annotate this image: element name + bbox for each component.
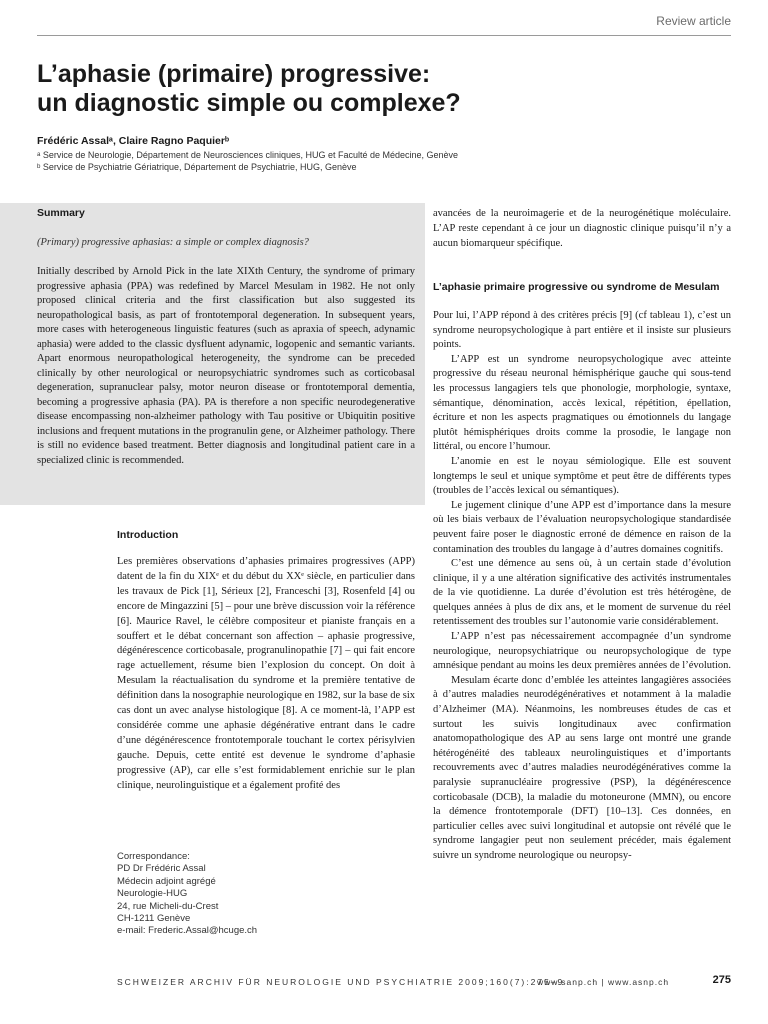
paragraph: Pour lui, l’APP répond à des critères précis [9] (cf tableau 1), c’est un syndrome neuropsychologique à part entière et il insiste sur plusieurs points. bbox=[433, 310, 731, 351]
affiliation-b: ᵇ Service de Psychiatrie Gériatrique, Département de Psychiatrie, HUG, Genève bbox=[37, 162, 357, 172]
article-title-line-2: un diagnostic simple ou complexe? bbox=[37, 89, 461, 117]
correspondence-line: Médecin adjoint agrégé bbox=[117, 875, 216, 887]
correspondence-line: Neurologie-HUG bbox=[117, 888, 188, 900]
correspondence-line: PD Dr Frédéric Assal bbox=[117, 863, 206, 875]
introduction-heading: Introduction bbox=[117, 529, 179, 541]
summary-subtitle: (Primary) progressive aphasias: a simple or complex diagnosis? bbox=[37, 237, 309, 248]
page-number: 275 bbox=[712, 974, 731, 986]
affiliation-a: ᵃ Service de Neurologie, Département de Neurosciences cliniques, HUG et Faculté de Médecine, Genève bbox=[37, 150, 459, 160]
paragraph: C’est une démence au sens où, à un certain stade d’évolution clinique, il y a une altération significative des activités instrumentales de la vie quotidienne. La durée d’évolution est très hétérogène, de quelques années à plus de dix ans, et le moment de survenue du réel retentissement des troubles sur l’autonomie varie considérablement. bbox=[433, 558, 731, 628]
article-type-label: Review article bbox=[656, 14, 731, 28]
correspondence-line: Correspondance: bbox=[117, 851, 190, 862]
paragraph: L’APP n’est pas nécessairement accompagnée d’un syndrome neurologique, neuropsychiatrique ou neuropsychologique de type amnésique pendant au moins les deux premières années de l’évolution. bbox=[433, 631, 731, 672]
article-title bbox=[37, 60, 737, 118]
article-title-line-1: L’aphasie (primaire) progressive: bbox=[37, 60, 431, 88]
header-divider bbox=[37, 35, 731, 36]
correspondence-line: CH-1211 Genève bbox=[117, 913, 191, 925]
correspondence-block bbox=[117, 851, 257, 938]
paragraph: Le jugement clinique d’une APP est d’importance dans la mesure où les biais verbaux de l’évaluation neuropsychologique standardisée peuvent faire poser le diagnostic erroné de démence en raison de la contamination des troubles du langage à d’autres domaines cognitifs. bbox=[433, 499, 731, 555]
correspondence-email[interactable]: e-mail: Frederic.Assal@hcuge.ch bbox=[117, 925, 258, 937]
summary-body: Initially described by Arnold Pick in the late XIXth Century, the syndrome of primary progressive aphasia (PPA) was redefined by Marcel Mesulam in 1982. He not only proposed clinical criteria and the first classification but also suggested its neuropathological basis, as part of frontotemporal degeneration. In subsequent years, more cases with heterogeneous linguistic features (such as apraxia of speech, adynamic aphasia) were added to the classic dysfluent adynamic, logopenic and semantic variants. Apart enormous neuropathological heterogeneity, the syndrome can be preceded clinically by other neurological or neuropsychiatric syndromes such as corticobasal degeneration, supranuclear palsy, motor neuron disease or frontotemporal dementia, becoming a progressive aphasia (PA). PA is therefore a non specific neurodegenerative disease encompassing non-alzheimer pathology with Tau positive or Ubiquitin positive inclusions and frequent mutations in the progranulin gene, or Alzheimer pathology. There is still no evidence based treatment. Better diagnosis and longitudinal patient care in a specialized clinic is recommended. bbox=[37, 266, 415, 466]
paragraph: L’APP est un syndrome neuropsychologique avec atteinte progressive du réseau neuronal hémisphérique gauche qui sous-tend les processus langagiers tels que phonologie, morphologie, syntaxe, sémantique, dénomination, accès lexical, répétition, épellation, écriture et non les aspects pragmatiques ou émotionnels du langage plutôt hémisphériques droits comme la prosodie, le langage non littéral, ou encore l’humour. bbox=[433, 353, 731, 453]
section-body bbox=[433, 309, 731, 864]
footer-journal-citation: SCHWEIZER ARCHIV FÜR NEUROLOGIE UND PSYCHIATRIE 2009;160(7):275–9 bbox=[117, 977, 565, 987]
footer-websites[interactable]: www.sanp.ch | www.asnp.ch bbox=[537, 977, 670, 987]
correspondence-line: 24, rue Micheli-du-Crest bbox=[117, 900, 219, 912]
section-heading: L’aphasie primaire progressive ou syndrome de Mesulam bbox=[433, 281, 720, 293]
author-list: Frédéric Assalᵃ, Claire Ragno Paquierᵇ bbox=[37, 135, 230, 147]
summary-heading: Summary bbox=[37, 207, 85, 219]
introduction-body: Les premières observations d’aphasies primaires progressives (APP) datent de la fin du XIXᵉ et du début du XXᵉ siècle, en particulier dans les travaux de Pick [1], Sérieux [2], Franceschi [3], Rosenfeld [4] ou encore de Mingazzini [5] – pour une brève discussion voir la référence [6]. Maurice Ravel, le célèbre compositeur et pianiste français en a souffert et le débat concernant son affection – aphasie progressive, dégénérescence corticobasale, progranulinopathie [7] – qui fait encore rage actuellement, résume bien l’explosion du concept. On doit à Mesulam la réactualisation du syndrome et la première tentative de définition dans la nosographie neurologique en 1982, sur la base de six cas dont un avec analyse histologique [8]. A ce moment-là, l’APP est considérée comme une aphasie dégénérative entrant dans le cadre d’une dégénérescence frontotemporale touchant le cortex périsylvien gauche. Depuis, cette entité est devenue le syndrome d’aphasie progressive (AP), car elle s’est formidablement enrichie sur le plan clinique, neurolinguistique et a également profité des bbox=[117, 556, 416, 791]
introduction-continuation: avancées de la neuroimagerie et de la neurogénétique moléculaire. L’AP reste cependant à ce jour un diagnostic clinique puisqu’il n’y a aucun biomarqueur spécifique. bbox=[433, 208, 731, 249]
paragraph: Mesulam écarte donc d’emblée les atteintes langagières associées à d’autres maladies neurodégénératives et notamment à la maladie d’Alzheimer (MA). Néanmoins, les nombreuses études de cas et surtout les suivis longitudinaux avec confirmation anatomopathologique des AP au sens large ont montré une grande hétérogénéité des tableaux neurolinguistiques et d’importants recouvrements avec d’autres maladies neurodégénératives comme la paralysie supranucléaire progressive (PSP), la dégénérescence corticobasale (DCB), la maladie du motoneurone (MMN), ou encore la démence frontotemporale (DFT) [10–13]. Ces données, en particulier celles avec suivi longitudinal et autopsie ont révélé que le syndrome langagier peut non seulement précéder, mais également suivre un syndrome neurologique ou neuropsy- bbox=[433, 674, 731, 861]
paragraph: L’anomie en est le noyau sémiologique. Elle est souvent longtemps le seul et unique symptôme et peut être de différents types (troubles de l’accès lexical ou sémantiques). bbox=[433, 455, 731, 497]
